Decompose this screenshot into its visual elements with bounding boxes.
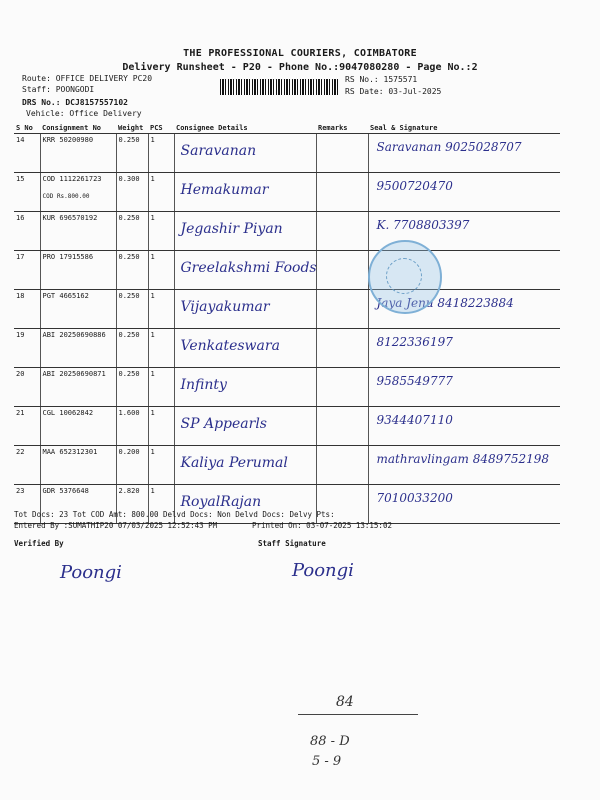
- row-signature-handwritten: 9344407110: [376, 413, 453, 427]
- row-signature: [368, 368, 560, 407]
- row-remarks: [316, 212, 368, 251]
- col-weight: Weight: [116, 122, 148, 134]
- verified-by-label: Verified By: [14, 539, 64, 548]
- row-weight: 0.250: [116, 251, 148, 290]
- table-row: [14, 368, 560, 407]
- runsheet-subtitle: Delivery Runsheet - P20 - Phone No.:9047080280 - Page No.:2: [122, 62, 478, 73]
- staff-label: Staff: POONGODI: [22, 85, 95, 94]
- row-signature: [368, 407, 560, 446]
- row-consignee-handwritten: Jegashir Piyan: [180, 221, 283, 237]
- table-row: [14, 290, 560, 329]
- barcode: [220, 79, 338, 95]
- table-header-row: [14, 122, 560, 134]
- row-consignment: [40, 368, 116, 407]
- drs-label: DRS No.: DCJ8157557102: [22, 98, 128, 107]
- row-consignee-handwritten: Kaliya Perumal: [180, 455, 288, 471]
- row-sno: 22: [14, 446, 40, 485]
- table-row: [14, 251, 560, 290]
- row-weight: 2.820: [116, 485, 148, 524]
- seal-stamp-inner: [386, 258, 422, 294]
- row-signature-handwritten: 8122336197: [376, 335, 453, 349]
- note-top: 84: [336, 694, 354, 710]
- table-row: [14, 446, 560, 485]
- row-consignment-no: COD 1112261723: [42, 175, 102, 183]
- row-sno: 16: [14, 212, 40, 251]
- row-pcs: 1: [148, 407, 174, 446]
- row-consignee: [174, 290, 316, 329]
- row-consignment-no: MAA 652312301: [42, 448, 98, 456]
- row-signature: [368, 485, 560, 524]
- row-signature: [368, 446, 560, 485]
- note-divider: [298, 714, 418, 715]
- row-signature-handwritten: Jaya Jenu 8418223884: [376, 296, 514, 310]
- row-consignee: [174, 251, 316, 290]
- row-signature-handwritten: mathravlingam 8489752198: [376, 452, 550, 466]
- row-weight: 0.250: [116, 368, 148, 407]
- row-remarks: [316, 173, 368, 212]
- row-consignment: [40, 134, 116, 173]
- row-remarks: [316, 329, 368, 368]
- row-signature: [368, 173, 560, 212]
- row-consignment: [40, 212, 116, 251]
- row-sno: 20: [14, 368, 40, 407]
- row-consignee: [174, 446, 316, 485]
- row-consignee: [174, 212, 316, 251]
- route-label: Route: OFFICE DELIVERY PC20: [22, 74, 153, 83]
- row-consignment-no: ABI 20250690871: [42, 370, 106, 378]
- row-pcs: 1: [148, 446, 174, 485]
- row-consignment-no: ABI 20250690886: [42, 331, 106, 339]
- row-consignee-handwritten: Saravanan: [180, 143, 257, 159]
- row-consignment: [40, 290, 116, 329]
- row-consignment-no: CGL 10062842: [42, 409, 94, 417]
- row-consignee: [174, 173, 316, 212]
- row-weight: 0.250: [116, 134, 148, 173]
- staff-signature-label: Staff Signature: [258, 539, 326, 548]
- row-consignment: [40, 173, 116, 212]
- col-consignment: Consignment No: [40, 122, 116, 134]
- row-signature-handwritten: Saravanan 9025028707: [376, 140, 522, 154]
- row-pcs: 1: [148, 290, 174, 329]
- row-signature: [368, 329, 560, 368]
- table-row: [14, 173, 560, 212]
- totals-line: Tot Docs: 23 Tot COD Amt: 800.00 Delvd Docs: Non Delvd Docs: Delvy Pts:: [14, 510, 335, 519]
- entered-by: Entered By :SUMATHIP20 07/03/2025 12:52:43 PM: [14, 521, 218, 530]
- staff-handwritten-signature: Poongi: [292, 560, 354, 581]
- row-weight: 1.600: [116, 407, 148, 446]
- col-pcs: PCS: [148, 122, 174, 134]
- table-row: [14, 407, 560, 446]
- row-consignment-no: GDR 5376648: [42, 487, 89, 495]
- row-sno: 14: [14, 134, 40, 173]
- row-consignee: [174, 368, 316, 407]
- row-pcs: 1: [148, 485, 174, 524]
- row-weight: 0.250: [116, 212, 148, 251]
- row-sno: 18: [14, 290, 40, 329]
- row-signature: [368, 134, 560, 173]
- row-signature-handwritten: K. 7708803397: [376, 218, 470, 232]
- vehicle-label: Vehicle: Office Delivery: [26, 109, 142, 118]
- row-sno: 21: [14, 407, 40, 446]
- row-remarks: [316, 290, 368, 329]
- row-consignment-no: KRR 50200980: [42, 136, 94, 144]
- row-sno: 19: [14, 329, 40, 368]
- row-remarks: [316, 446, 368, 485]
- note-middle: 88 - D: [310, 734, 350, 749]
- row-sno: 17: [14, 251, 40, 290]
- row-remarks: [316, 407, 368, 446]
- row-consignee-handwritten: Venkateswara: [180, 338, 280, 354]
- col-remarks: Remarks: [316, 122, 368, 134]
- row-consignee-handwritten: SP Appearls: [180, 416, 267, 432]
- row-consignment: [40, 446, 116, 485]
- seal-stamp: [368, 240, 442, 314]
- row-consignee-handwritten: Vijayakumar: [180, 299, 270, 315]
- row-pcs: 1: [148, 251, 174, 290]
- table-row: [14, 134, 560, 173]
- row-cod-note: COD Rs.800.00: [42, 193, 90, 200]
- row-consignee: [174, 407, 316, 446]
- row-weight: 0.300: [116, 173, 148, 212]
- row-consignment: [40, 407, 116, 446]
- row-pcs: 1: [148, 173, 174, 212]
- row-consignee-handwritten: Hemakumar: [180, 182, 269, 198]
- row-consignee: [174, 134, 316, 173]
- table-row: [14, 329, 560, 368]
- company-title: THE PROFESSIONAL COURIERS, COIMBATORE: [183, 48, 417, 59]
- row-consignment-no: PGT 4665162: [42, 292, 89, 300]
- row-pcs: 1: [148, 368, 174, 407]
- col-signature: Seal & Signature: [368, 122, 560, 134]
- note-bottom: 5 - 9: [312, 754, 342, 769]
- row-sno: 23: [14, 485, 40, 524]
- row-consignee-handwritten: Infinty: [180, 377, 227, 393]
- row-remarks: [316, 368, 368, 407]
- row-signature-handwritten: 9500720470: [376, 179, 453, 193]
- row-consignment: [40, 329, 116, 368]
- row-weight: 0.250: [116, 329, 148, 368]
- verified-signature: Poongi: [60, 562, 122, 583]
- row-signature-handwritten: 9585549777: [376, 374, 453, 388]
- table-row: [14, 212, 560, 251]
- rs-number: RS No.: 1575571: [345, 75, 418, 84]
- row-remarks: [316, 251, 368, 290]
- row-weight: 0.200: [116, 446, 148, 485]
- row-pcs: 1: [148, 212, 174, 251]
- row-consignee-handwritten: RoyalRajan: [180, 494, 262, 510]
- row-signature-handwritten: 7010033200: [376, 491, 453, 505]
- row-pcs: 1: [148, 134, 174, 173]
- printed-on: Printed On: 03-07-2025 13:15:02: [252, 521, 392, 530]
- row-consignment-no: PRO 17915586: [42, 253, 94, 261]
- row-remarks: [316, 134, 368, 173]
- col-sno: S No: [14, 122, 40, 134]
- row-consignee-handwritten: Greelakshmi Foods: [180, 260, 317, 276]
- row-consignment: [40, 251, 116, 290]
- row-sno: 15: [14, 173, 40, 212]
- row-weight: 0.250: [116, 290, 148, 329]
- row-pcs: 1: [148, 329, 174, 368]
- col-consignee: Consignee Details: [174, 122, 316, 134]
- row-consignment-no: KUR 696570192: [42, 214, 98, 222]
- runsheet-table: [14, 122, 560, 524]
- rs-date: RS Date: 03-Jul-2025: [345, 87, 442, 96]
- row-consignee: [174, 329, 316, 368]
